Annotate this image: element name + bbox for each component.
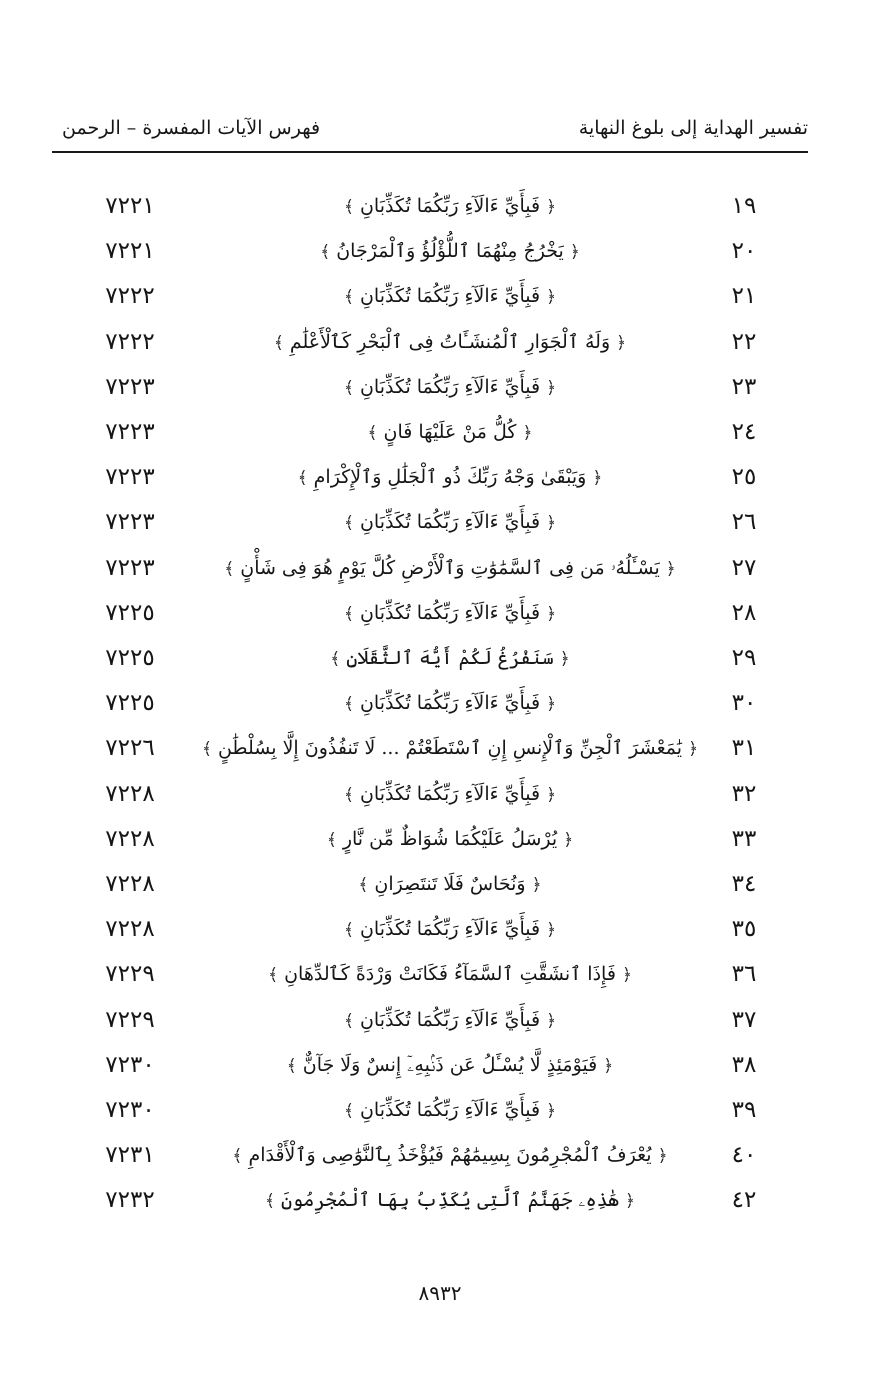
page-reference: ٧٢٢٣	[105, 554, 155, 581]
verse-text-cell	[200, 546, 700, 590]
table-row	[0, 320, 879, 364]
ornate-bracket-close-icon: ﴾	[343, 377, 354, 398]
table-row	[0, 1088, 879, 1132]
verse-number: ٤٠	[731, 1142, 757, 1169]
verse-text-cell	[200, 772, 700, 816]
ornate-bracket-close-icon: ﴾	[297, 468, 308, 489]
verse-text: فَيَوْمَئِذٍ لَّا يُسْـَٔلُ عَن ذَنۢبِهِۦٓ إِنسٌ وَلَا جَآنٌّ	[302, 1053, 598, 1076]
ornate-bracket-close-icon: ﴾	[343, 920, 354, 941]
table-row	[0, 952, 879, 996]
verse-text: فَبِأَيِّ ءَالَآءِ رَبِّكُمَا تُكَذِّبَانِ	[359, 375, 541, 398]
verse-number: ٢٢	[731, 328, 757, 355]
page-reference: ٧٢٢٨	[105, 825, 155, 852]
table-row	[0, 817, 879, 861]
verse-text: فَبِأَيِّ ءَالَآءِ رَبِّكُمَا تُكَذِّبَانِ	[359, 285, 541, 308]
table-row	[0, 1133, 879, 1177]
ornate-bracket-close-icon: ﴾	[343, 1010, 354, 1031]
verse-number: ٢١	[731, 283, 757, 310]
ornate-bracket-close-icon: ﴾	[286, 1055, 297, 1076]
page-reference: ٧٢٢٨	[105, 916, 155, 943]
ornate-bracket-open-icon: ﴿	[546, 287, 557, 308]
verse-number: ٣٦	[731, 961, 757, 988]
ornate-bracket-close-icon: ﴾	[326, 829, 337, 850]
page-reference: ٧٢٢٣	[105, 464, 155, 491]
ornate-bracket-open-icon: ﴿	[616, 332, 627, 353]
table-row	[0, 907, 879, 951]
verse-text-cell	[200, 907, 700, 951]
verse-number: ٢٠	[731, 238, 757, 265]
verse-text: يَٰمَعْشَرَ ٱلْجِنِّ وَٱلْإِنسِ إِنِ ٱسْتَطَعْتُمْ ... لَا تَنفُذُونَ إِلَّا بِسُلْطَٰنٍ	[217, 737, 683, 760]
verse-text-cell	[200, 500, 700, 544]
verse-text-cell	[200, 320, 700, 364]
page-reference: ٧٢٣١	[105, 1142, 155, 1169]
verse-text: سَنَفْرُغُ لَكُمْ أَيُّهَ ٱلثَّقَلَانِ	[346, 647, 554, 669]
verse-number: ٢٤	[731, 419, 757, 445]
ornate-bracket-close-icon: ﴾	[232, 1146, 243, 1167]
verse-number: ٢٣	[731, 373, 757, 400]
ornate-bracket-open-icon: ﴿	[546, 920, 557, 941]
verse-text: فَبِأَيِّ ءَالَآءِ رَبِّكُمَا تُكَذِّبَانِ	[359, 601, 541, 624]
verse-text-cell	[200, 817, 700, 861]
table-row	[0, 455, 879, 499]
verse-number: ١٩	[731, 193, 757, 219]
verse-text: فَبِأَيِّ ءَالَآءِ رَبِّكُمَا تُكَذِّبَانِ	[359, 511, 541, 534]
verse-text: وَلَهُ ٱلْجَوَارِ ٱلْمُنشَـَٔاتُ فِى ٱلْبَحْرِ كَٱلْأَعْلَٰمِ	[289, 330, 611, 353]
verse-number: ٣٤	[731, 871, 757, 897]
ornate-bracket-open-icon: ﴿	[546, 1010, 557, 1031]
ornate-bracket-close-icon: ﴾	[343, 1101, 354, 1121]
verse-text: فَبِأَيِّ ءَالَآءِ رَبِّكُمَا تُكَذِّبَانِ	[359, 782, 541, 805]
ornate-bracket-close-icon: ﴾	[320, 242, 331, 263]
verse-text: فَبِأَيِّ ءَالَآءِ رَبِّكُمَا تُكَذِّبَانِ	[359, 1008, 541, 1031]
ornate-bracket-close-icon: ﴾	[358, 875, 369, 895]
table-row	[0, 998, 879, 1042]
table-row	[0, 365, 879, 409]
page-reference: ٧٢٢٣	[105, 419, 155, 445]
verse-text-cell	[200, 1088, 700, 1132]
ornate-bracket-open-icon: ﴿	[657, 1146, 668, 1167]
verse-text: يَسْـَٔلُهُۥ مَن فِى ٱلسَّمَٰوَٰتِ وَٱلْأَرْضِ كُلَّ يَوْمٍ هُوَ فِى شَأْنٍ	[240, 556, 660, 579]
ornate-bracket-close-icon: ﴾	[343, 603, 354, 624]
ornate-bracket-open-icon: ﴿	[522, 423, 533, 443]
page-reference: ٧٢٣٠	[105, 1051, 155, 1078]
verse-text: كُلُّ مَنْ عَلَيْهَا فَانٍ	[383, 421, 517, 443]
table-row	[0, 862, 879, 906]
verse-text: هَٰذِهِۦ جَهَنَّمُ ٱلَّتِى يُكَذِّبُ بِهَا ٱلْمُجْرِمُونَ	[280, 1189, 619, 1212]
ornate-bracket-open-icon: ﴿	[559, 649, 570, 669]
page-reference: ٧٢٣٠	[105, 1097, 155, 1123]
table-row	[0, 636, 879, 680]
verse-text-cell	[200, 274, 700, 318]
verse-text: يَخْرُجُ مِنْهُمَا ٱللُّؤْلُؤُ وَٱلْمَرْجَانُ	[336, 240, 564, 263]
ornate-bracket-open-icon: ﴿	[546, 197, 557, 217]
verse-number: ٣٩	[731, 1097, 757, 1123]
ornate-bracket-open-icon: ﴿	[546, 1101, 557, 1121]
verse-text-cell	[200, 410, 700, 454]
table-row	[0, 546, 879, 590]
page-reference: ٧٢٢٣	[105, 509, 155, 536]
table-row	[0, 1178, 879, 1222]
table-row	[0, 229, 879, 273]
table-row	[0, 726, 879, 770]
table-row	[0, 184, 879, 228]
verse-text: يُرْسَلُ عَلَيْكُمَا شُوَاظٌ مِّن نَّارٍ	[342, 827, 558, 850]
verse-number: ٢٦	[731, 509, 757, 536]
verse-text: فَبِأَيِّ ءَالَآءِ رَبِّكُمَا تُكَذِّبَانِ	[359, 195, 541, 217]
ornate-bracket-open-icon: ﴿	[603, 1055, 614, 1076]
verse-number: ٢٥	[731, 464, 757, 491]
ornate-bracket-open-icon: ﴿	[625, 1191, 636, 1212]
ornate-bracket-open-icon: ﴿	[621, 965, 632, 986]
verse-text: فَبِأَيِّ ءَالَآءِ رَبِّكُمَا تُكَذِّبَانِ	[359, 1099, 541, 1121]
ornate-bracket-open-icon: ﴿	[569, 242, 580, 263]
verse-text-cell	[200, 365, 700, 409]
page-reference: ٧٢٢٢	[105, 283, 155, 310]
table-row	[0, 274, 879, 318]
verse-number: ٣٧	[731, 1006, 757, 1033]
page-reference: ٧٢٢٩	[105, 1006, 155, 1033]
ornate-bracket-open-icon: ﴿	[688, 739, 699, 760]
verse-text: يُعْرَفُ ٱلْمُجْرِمُونَ بِسِيمَٰهُمْ فَيُؤْخَذُ بِٱلنَّوَٰصِى وَٱلْأَقْدَامِ	[248, 1144, 652, 1167]
table-row	[0, 681, 879, 725]
table-row	[0, 591, 879, 635]
verse-text-cell	[200, 1043, 700, 1087]
table-row	[0, 410, 879, 454]
page-reference: ٧٢٢٨	[105, 780, 155, 807]
ornate-bracket-open-icon: ﴿	[546, 513, 557, 534]
ornate-bracket-open-icon: ﴿	[546, 784, 557, 805]
verse-text: وَيَبْقَىٰ وَجْهُ رَبِّكَ ذُو ٱلْجَلَٰلِ وَٱلْإِكْرَامِ	[313, 466, 587, 489]
ornate-bracket-close-icon: ﴾	[343, 784, 354, 805]
ornate-bracket-open-icon: ﴿	[592, 468, 603, 489]
verse-text-cell	[200, 681, 700, 725]
verse-text-cell	[200, 636, 700, 680]
page-reference: ٧٢٢٣	[105, 373, 155, 400]
table-row	[0, 772, 879, 816]
page-reference: ٧٢٢٨	[105, 871, 155, 897]
verse-number: ٢٧	[731, 554, 757, 581]
page-reference: ٧٢٣٢	[105, 1187, 155, 1214]
table-row	[0, 500, 879, 544]
verse-text-cell	[200, 726, 700, 770]
verse-text: وَنُحَاسٌ فَلَا تَنتَصِرَانِ	[374, 873, 526, 895]
page-reference: ٧٢٢١	[105, 193, 155, 219]
page-reference: ٧٢٢٥	[105, 690, 155, 717]
verse-number: ٢٨	[731, 599, 757, 626]
verse-number: ٣٣	[731, 825, 757, 852]
ornate-bracket-close-icon: ﴾	[273, 332, 284, 353]
page-reference: ٧٢٢١	[105, 238, 155, 265]
ornate-bracket-open-icon: ﴿	[546, 603, 557, 624]
verse-number: ٤٢	[731, 1187, 757, 1214]
verse-text-cell	[200, 862, 700, 906]
page-reference: ٧٢٢٢	[105, 328, 155, 355]
ornate-bracket-close-icon: ﴾	[343, 287, 354, 308]
section-title: فهرس الآيات المفسرة – الرحمن	[62, 117, 321, 139]
page-reference: ٧٢٢٥	[105, 645, 155, 671]
verse-text-cell	[200, 1133, 700, 1177]
page-reference: ٧٢٢٩	[105, 961, 155, 988]
page-reference: ٧٢٢٦	[105, 735, 155, 762]
verse-text-cell	[200, 455, 700, 499]
ornate-bracket-close-icon: ﴾	[264, 1191, 275, 1212]
verse-text-cell	[200, 952, 700, 996]
verse-text: فَبِأَيِّ ءَالَآءِ رَبِّكُمَا تُكَذِّبَانِ	[359, 918, 541, 941]
verse-text: فَإِذَا ٱنشَقَّتِ ٱلسَّمَآءُ فَكَانَتْ وَرْدَةً كَٱلدِّهَانِ	[284, 963, 616, 986]
ornate-bracket-close-icon: ﴾	[343, 694, 354, 715]
verse-number: ٣١	[731, 735, 757, 762]
ornate-bracket-open-icon: ﴿	[546, 377, 557, 398]
verse-text-cell	[200, 184, 700, 228]
ornate-bracket-open-icon: ﴿	[563, 829, 574, 850]
verse-number: ٣٨	[731, 1051, 757, 1078]
page-reference: ٧٢٢٥	[105, 599, 155, 626]
ornate-bracket-open-icon: ﴿	[531, 875, 542, 895]
verse-number: ٢٩	[731, 645, 757, 671]
ornate-bracket-close-icon: ﴾	[343, 513, 354, 534]
verse-number: ٣٠	[731, 690, 757, 717]
ornate-bracket-close-icon: ﴾	[268, 965, 279, 986]
verse-text-cell	[200, 998, 700, 1042]
ornate-bracket-close-icon: ﴾	[330, 649, 341, 669]
ornate-bracket-close-icon: ﴾	[201, 739, 212, 760]
ornate-bracket-open-icon: ﴿	[546, 694, 557, 715]
verse-text-cell	[200, 229, 700, 273]
table-row	[0, 1043, 879, 1087]
ornate-bracket-close-icon: ﴾	[367, 423, 378, 443]
verse-text-cell	[200, 591, 700, 635]
verse-text: فَبِأَيِّ ءَالَآءِ رَبِّكُمَا تُكَذِّبَانِ	[359, 692, 541, 715]
ornate-bracket-close-icon: ﴾	[224, 558, 235, 579]
page-number: ٨٩٣٢	[418, 1281, 462, 1305]
ornate-bracket-close-icon: ﴾	[343, 197, 354, 217]
verse-text-cell	[200, 1178, 700, 1222]
book-title: تفسير الهداية إلى بلوغ النهاية	[578, 117, 808, 139]
verse-number: ٣٢	[731, 780, 757, 807]
verse-number: ٣٥	[731, 916, 757, 943]
ornate-bracket-open-icon: ﴿	[665, 558, 676, 579]
